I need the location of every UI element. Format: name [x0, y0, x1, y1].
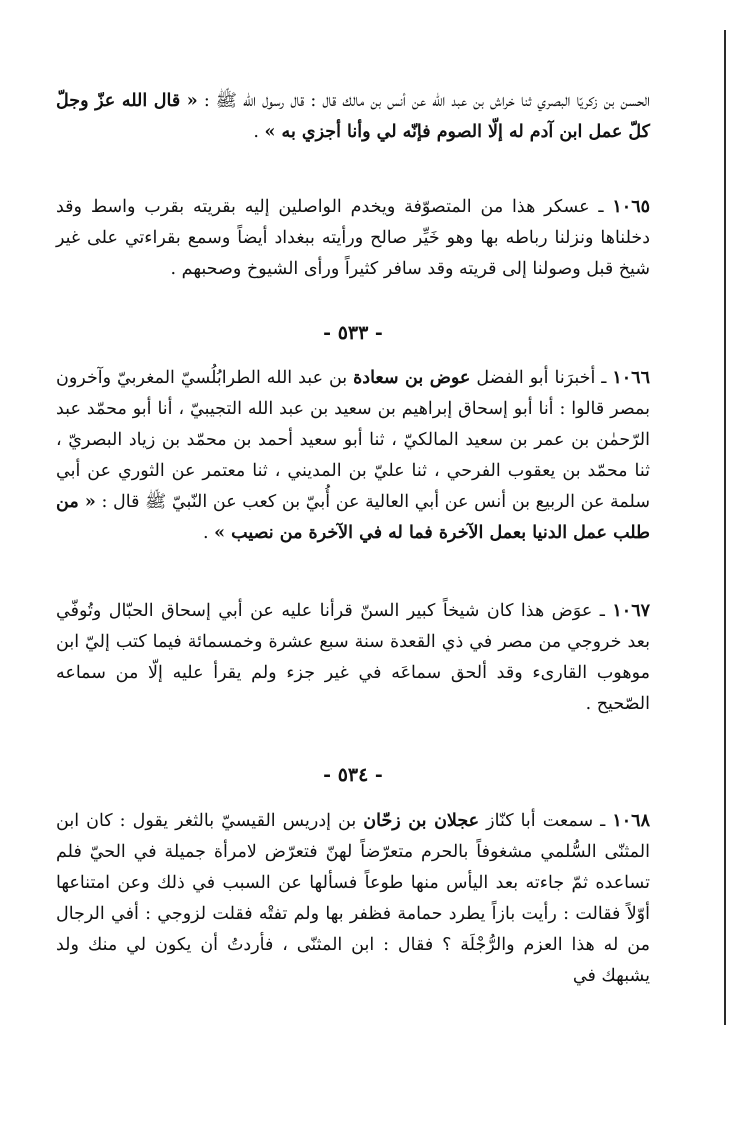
entry-text: بن عبد الله الطرابُلُسيّ المغربيّ وآخرون بمصر قالوا : أنا أبو إسحاق إبراهيم بن سعيد بن عبد الله التجيبيّ ، أنا أبو محمّد عبد الرّحمٰن بن عمر بن سعيد المالكيّ ، ثنا أبو سعيد أحمد بن محمّد بن زياد البصريّ ، ثنا محمّد بن يعقوب الفرحي ، ثنا عليّ بن المديني ، ثنا معتمر عن الثوري عن أبي سلمة عن الربيع بن أنس عن أبي العالية عن أُبيّ بن كعب عن النّبيّ ﷺ قال : — [56, 368, 651, 512]
entry-text: بن إدريس القيسيّ بالثغر يقول : كان ابن المثنّى السُّلمي مشغوفاً بالحرم متعرّضاً لهنّ فتعرّض لامرأة جميلة في الحيّ فلم تساعده ثمّ جاءته بعد اليأس منها طوعاً فسألها عن السبب في ذلك وعن امتناعها أوّلاً فقالت : رأيت بازاً يطرد حمامة فظفر بها ولم تفتْه فقلت لزوجي : أفي الرجال من له هذا العزم والرُّجْلَة ؟ فقال : ابن المثنّى ، فأردتُ أن يكون لي منك ولد يشبهك في — [56, 811, 650, 986]
person-name: عوض بن سعادة — [353, 368, 471, 388]
entry-number: ١٠٦٥ — [612, 197, 650, 217]
page-binding-line — [724, 30, 726, 1025]
entry-continuation — [56, 86, 650, 148]
entry-text: ـ عوَض هذا كان شيخاً كبير السنّ قرأنا عليه عن أبي إسحاق الحبّال وتُوفّي بعد خروجي من مصر في ذي القعدة سنة سبع عشرة وخمسمائة فيما كتب إليّ ابن موهوب القارىء وقد ألحق سماعَه في غير جزء ولم يقرأ عليه إلّا من سماعه الصّحيح . — [56, 601, 650, 714]
entry-text: الحسن بن زكريّا البصري ثنا خراش بن عبد الله عن أنس بن مالك قال : قال رسول الله ﷺ : — [197, 91, 651, 111]
section-heading-534: - ٥٣٤ - — [323, 764, 383, 786]
entry-text: ـ عسكر هذا من المتصوّفة ويخدم الواصلين إليه بقريته بقرب واسط وقد دخلناها ونزلنا رباطه بها وهو خَيِّر صالح ورأيته ببغداد أيضاً وسمع بقراءتي على غير شيخ قبل وصولنا إلى قريته وقد سافر كثيراً ورأى الشيوخ وصحبهم . — [56, 197, 650, 279]
entry-text: ـ سمعت أبا كنّاز — [479, 811, 606, 831]
hadith-quote: « قال الله عزّ وجلّ كلّ عمل ابن آدم له إلّا الصوم فإنّه لي وأنا أجزي به » — [56, 91, 650, 142]
entry-1065 — [56, 192, 650, 285]
hadith-quote: « من طلب عمل الدنيا بعمل الآخرة فما له في الآخرة من نصيب » — [56, 492, 650, 543]
entry-number: ١٠٦٦ — [612, 368, 650, 388]
person-name: عجلان بن زحّان — [363, 811, 480, 831]
entry-number: ١٠٦٧ — [612, 601, 650, 621]
entry-text: . — [253, 122, 265, 142]
section-heading-533: - ٥٣٣ - — [323, 322, 383, 344]
entry-text: ـ أخبرَنا أبو الفضل — [470, 368, 607, 388]
entry-1066 — [56, 363, 650, 549]
entry-1067 — [56, 596, 650, 720]
entry-text: . — [202, 523, 215, 543]
entry-number: ١٠٦٨ — [612, 811, 650, 831]
entry-1068 — [56, 806, 650, 992]
